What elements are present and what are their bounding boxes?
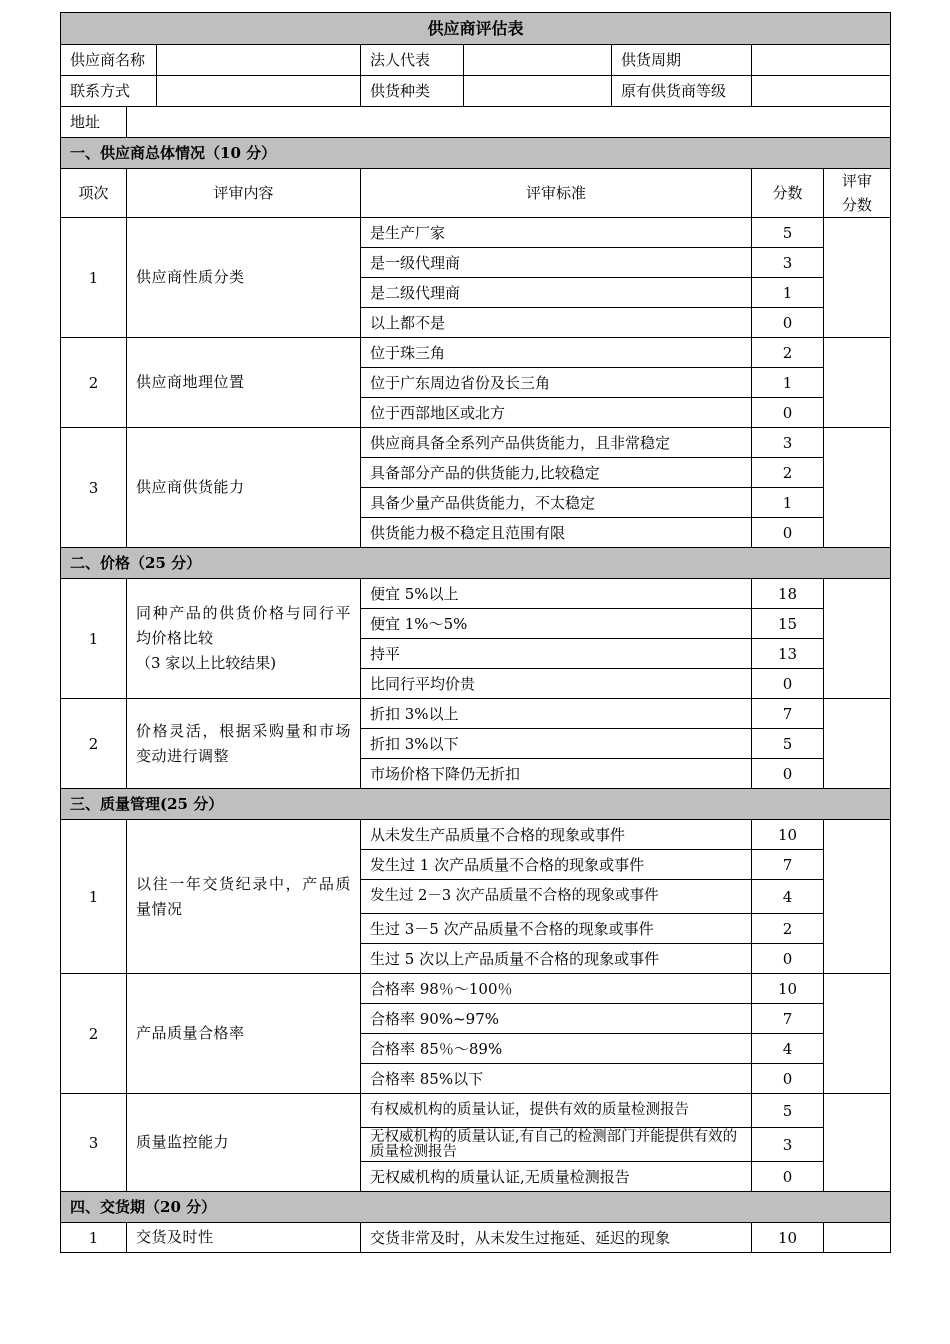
supplier-name-row <box>61 45 361 76</box>
criterion-row <box>61 218 891 248</box>
review-score-field[interactable] <box>824 699 891 789</box>
criterion-score: 0 <box>752 759 824 789</box>
item-content: 产品质量合格率 <box>136 1024 245 1042</box>
criterion-text: 有权威机构的质量认证，提供有效的质量检测报告 <box>361 1094 752 1128</box>
criterion-score: 3 <box>752 1128 824 1162</box>
review-score-field[interactable] <box>824 1094 891 1192</box>
address-field[interactable] <box>127 107 891 138</box>
form-title: 供应商评估表 <box>61 13 891 45</box>
criterion-row <box>61 579 891 609</box>
criterion-score: 7 <box>752 850 824 880</box>
contact-label: 联系方式 <box>61 76 157 106</box>
section-title: 一、供应商总体情况（10 分） <box>61 138 891 169</box>
item-content: 价格灵活，根据采购量和市场变动进行调整 <box>136 721 351 765</box>
item-content-cell <box>127 699 361 789</box>
orig-grade-label: 原有供货商等级 <box>612 76 752 107</box>
criterion-score: 5 <box>752 218 824 248</box>
criterion-text: 供货能力极不稳定且范围有限 <box>361 518 752 548</box>
criterion-row <box>61 338 891 368</box>
legal-rep-label: 法人代表 <box>361 45 464 76</box>
supplier-name-field[interactable] <box>157 45 360 75</box>
review-score-field[interactable] <box>824 579 891 699</box>
header-review-score-text: 评审分数 <box>842 172 873 214</box>
criterion-text: 从未发生产品质量不合格的现象或事件 <box>361 820 752 850</box>
item-content: 供应商地理位置 <box>136 373 245 391</box>
item-number: 2 <box>61 699 127 789</box>
criterion-score: 1 <box>752 278 824 308</box>
item-content-cell <box>127 579 361 699</box>
criterion-text: 合格率 90%~97% <box>361 1004 752 1034</box>
criterion-text: 交货非常及时，从未发生过拖延、延迟的现象 <box>361 1223 752 1253</box>
criterion-text: 位于西部地区或北方 <box>361 398 752 428</box>
criterion-row <box>61 1223 891 1253</box>
supplier-evaluation-sheet <box>60 12 890 1253</box>
criterion-text: 是二级代理商 <box>361 278 752 308</box>
criterion-row <box>61 820 891 850</box>
section-row <box>61 548 891 579</box>
item-content: 交货及时性 <box>136 1228 214 1246</box>
criterion-text: 是一级代理商 <box>361 248 752 278</box>
criterion-text: 合格率 85％～89% <box>361 1034 752 1064</box>
criterion-score: 7 <box>752 699 824 729</box>
item-number: 2 <box>61 338 127 428</box>
item-content-cell <box>127 1223 361 1253</box>
item-content-cell <box>127 1094 361 1192</box>
item-content: 供应商性质分类 <box>136 268 245 286</box>
criterion-score: 15 <box>752 609 824 639</box>
header-standard: 评审标准 <box>361 169 752 218</box>
criterion-score: 13 <box>752 639 824 669</box>
criterion-text: 合格率 98％～100％ <box>361 974 752 1004</box>
contact-field[interactable] <box>157 76 360 106</box>
item-number: 1 <box>61 820 127 974</box>
criterion-score: 5 <box>752 1094 824 1128</box>
criterion-text: 无权威机构的质量认证,有自己的检测部门并能提供有效的质量检测报告 <box>361 1128 752 1162</box>
item-content: 质量监控能力 <box>136 1133 230 1151</box>
criterion-score: 10 <box>752 1223 824 1253</box>
criterion-text: 生过 5 次以上产品质量不合格的现象或事件 <box>361 944 752 974</box>
review-score-field[interactable] <box>824 338 891 428</box>
criterion-text: 便宜 1%～5% <box>361 609 752 639</box>
criterion-score: 0 <box>752 518 824 548</box>
criterion-text: 发生过 2－3 次产品质量不合格的现象或事件 <box>361 880 752 914</box>
criterion-score: 2 <box>752 338 824 368</box>
item-number: 3 <box>61 428 127 548</box>
section-title: 四、交货期（20 分） <box>61 1192 891 1223</box>
item-content-cell <box>127 820 361 974</box>
item-number: 1 <box>61 1223 127 1253</box>
criterion-score: 1 <box>752 488 824 518</box>
item-number: 1 <box>61 218 127 338</box>
criterion-score: 0 <box>752 1162 824 1192</box>
criterion-score: 0 <box>752 308 824 338</box>
item-content: 供应商供货能力 <box>136 478 245 496</box>
criterion-row <box>61 974 891 1004</box>
criterion-score: 10 <box>752 974 824 1004</box>
criterion-text: 是生产厂家 <box>361 218 752 248</box>
criterion-row <box>61 428 891 458</box>
address-label: 地址 <box>61 107 127 138</box>
item-content-note: （3 家以上比较结果) <box>136 654 277 672</box>
criterion-text: 具备少量产品供货能力，不太稳定 <box>361 488 752 518</box>
criterion-text: 折扣 3%以上 <box>361 699 752 729</box>
item-content: 以往一年交货纪录中，产品质量情况 <box>136 874 351 918</box>
criterion-text: 持平 <box>361 639 752 669</box>
item-number: 2 <box>61 974 127 1094</box>
review-score-field[interactable] <box>824 1223 891 1253</box>
criterion-score: 2 <box>752 914 824 944</box>
item-content-cell <box>127 974 361 1094</box>
criterion-score: 1 <box>752 368 824 398</box>
item-number: 3 <box>61 1094 127 1192</box>
criterion-text: 比同行平均价贵 <box>361 669 752 699</box>
supply-cycle-field[interactable] <box>752 45 891 76</box>
supply-type-label: 供货种类 <box>361 76 464 107</box>
header-row <box>61 169 891 218</box>
review-score-field[interactable] <box>824 218 891 338</box>
criterion-text: 便宜 5%以上 <box>361 579 752 609</box>
contact-row <box>61 76 361 107</box>
supply-cycle-label: 供货周期 <box>612 45 752 76</box>
review-score-field[interactable] <box>824 974 891 1094</box>
review-score-field[interactable] <box>824 428 891 548</box>
criterion-text: 生过 3－5 次产品质量不合格的现象或事件 <box>361 914 752 944</box>
supply-type-field[interactable] <box>464 76 612 107</box>
section-row <box>61 138 891 169</box>
criterion-score: 10 <box>752 820 824 850</box>
criterion-text: 具备部分产品的供货能力,比较稳定 <box>361 458 752 488</box>
supplier-name-label: 供应商名称 <box>61 45 157 75</box>
criterion-score: 3 <box>752 248 824 278</box>
section-title: 三、质量管理(25 分） <box>61 789 891 820</box>
criterion-score: 4 <box>752 880 824 914</box>
criterion-score: 7 <box>752 1004 824 1034</box>
item-content: 同种产品的供货价格与同行平均价格比较 <box>136 604 351 647</box>
criterion-text: 以上都不是 <box>361 308 752 338</box>
section-row <box>61 1192 891 1223</box>
item-number: 1 <box>61 579 127 699</box>
criterion-score: 0 <box>752 669 824 699</box>
header-score: 分数 <box>752 169 824 218</box>
header-review-score <box>824 169 891 218</box>
criterion-score: 5 <box>752 729 824 759</box>
header-item: 项次 <box>61 169 127 218</box>
criterion-text: 供应商具备全系列产品供货能力，且非常稳定 <box>361 428 752 458</box>
criterion-text: 折扣 3%以下 <box>361 729 752 759</box>
criterion-row <box>61 699 891 729</box>
section-title: 二、价格（25 分） <box>61 548 891 579</box>
criterion-text: 位于珠三角 <box>361 338 752 368</box>
criterion-score: 3 <box>752 428 824 458</box>
criterion-score: 18 <box>752 579 824 609</box>
evaluation-table <box>60 12 891 1253</box>
header-content: 评审内容 <box>127 169 361 218</box>
item-content-cell <box>127 218 361 338</box>
criterion-score: 0 <box>752 944 824 974</box>
criterion-score: 4 <box>752 1034 824 1064</box>
item-content-cell <box>127 338 361 428</box>
criterion-text: 合格率 85%以下 <box>361 1064 752 1094</box>
criterion-score: 0 <box>752 398 824 428</box>
criterion-row <box>61 1094 891 1128</box>
orig-grade-field[interactable] <box>752 76 891 107</box>
criterion-text: 无权威机构的质量认证,无质量检测报告 <box>361 1162 752 1192</box>
review-score-field[interactable] <box>824 820 891 974</box>
criterion-text: 市场价格下降仍无折扣 <box>361 759 752 789</box>
criterion-text: 位于广东周边省份及长三角 <box>361 368 752 398</box>
item-content-cell <box>127 428 361 548</box>
criterion-score: 0 <box>752 1064 824 1094</box>
criterion-text: 发生过 1 次产品质量不合格的现象或事件 <box>361 850 752 880</box>
section-row <box>61 789 891 820</box>
criterion-score: 2 <box>752 458 824 488</box>
legal-rep-field[interactable] <box>464 45 612 76</box>
